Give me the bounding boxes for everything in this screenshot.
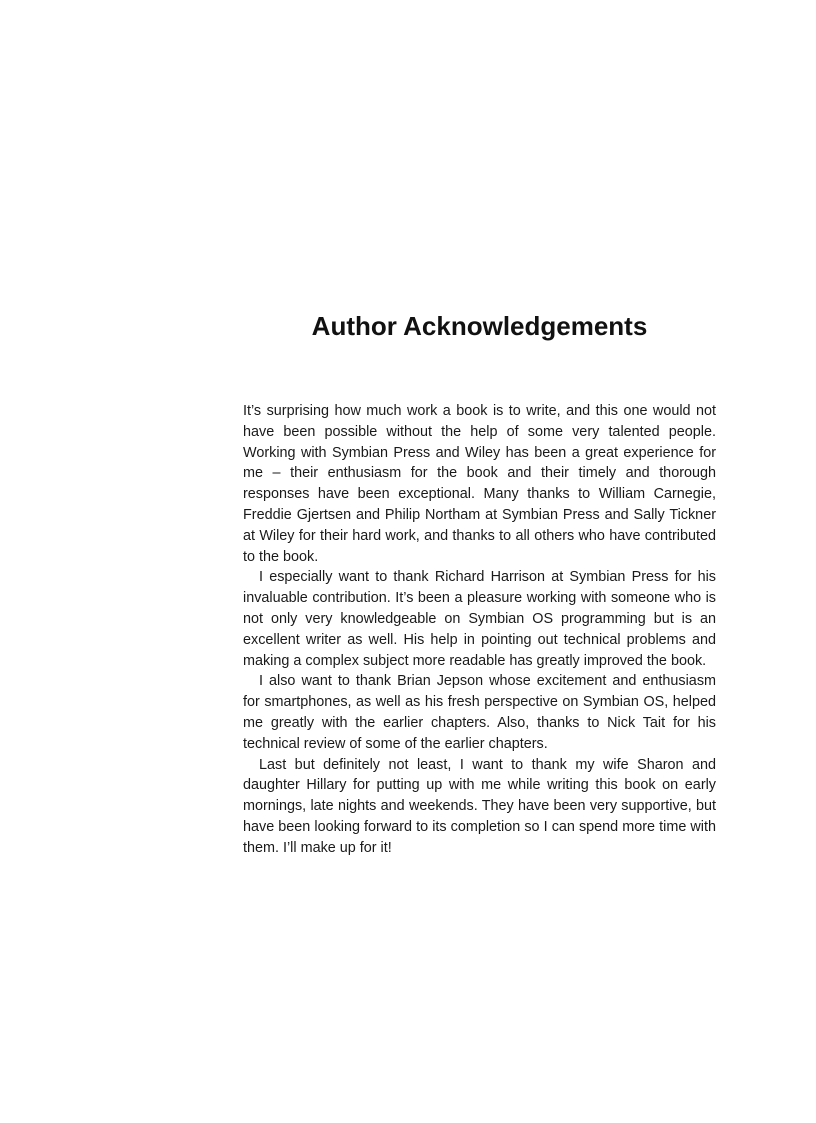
paragraph: Last but definitely not least, I want to thank my wife Sharon and daughter Hillary for putting up with me while writing this book on early mornings, late nights and weekends. They have been very supportive, but have been looking forward to its completion so I can spend more time with them. I’ll make up for it! (243, 756, 716, 856)
paragraph: It’s surprising how much work a book is to write, and this one would not have been possible without the help of some very talented people. Working with Symbian Press and Wiley has been a great experience for me – their enthusiasm for the book and their timely and thorough responses have been exceptional. Many thanks to William Carnegie, Freddie Gjertsen and Philip Northam at Symbian Press and Sally Tickner at Wiley for their hard work, and thanks to all others who have contributed to the book. (243, 403, 716, 565)
acknowledgements-body (243, 401, 716, 859)
paragraph: I also want to thank Brian Jepson whose excitement and enthusiasm for smartphones, as well as his fresh perspective on Symbian OS, helped me greatly with the earlier chapters. Also, thanks to Nick Tait for his technical review of some of the earlier chapters. (243, 673, 716, 752)
paragraph: I especially want to thank Richard Harrison at Symbian Press for his invaluable contribution. It’s been a pleasure working with someone who is not only very knowledgeable on Symbian OS programming but is an excellent writer as well. His help in pointing out technical problems and making a complex subject more readable has greatly improved the book. (243, 569, 716, 669)
page-title: Author Acknowledgements (311, 311, 648, 341)
